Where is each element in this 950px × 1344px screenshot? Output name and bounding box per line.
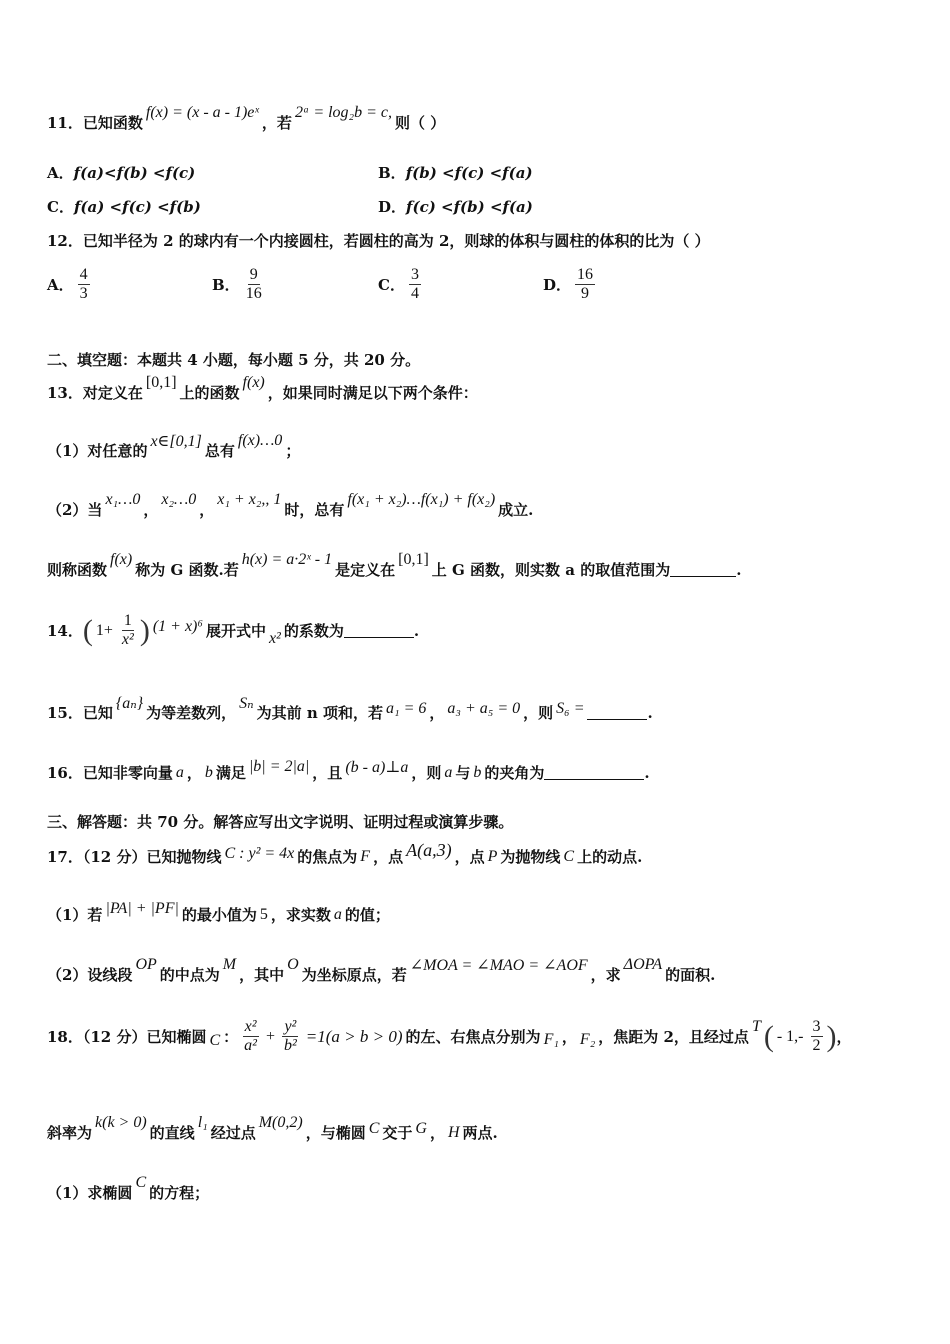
q17-part-1 (47, 899, 390, 925)
fraction (242, 1018, 259, 1055)
math: a (444, 763, 453, 781)
text: 则称函数 (47, 561, 108, 579)
math: x₁…0 (105, 490, 141, 508)
text: 时，总有 (284, 501, 345, 519)
answer-blank[interactable] (670, 562, 736, 577)
text: 上的函数 (179, 384, 240, 402)
text: 16．已知非零向量 (47, 764, 173, 782)
text: ， (429, 1124, 445, 1142)
numerator: y² (284, 1018, 297, 1035)
math: x² (268, 629, 281, 647)
fraction (244, 266, 264, 303)
math: x₁ + x₂,, 1 (217, 490, 282, 508)
q12-option-b[interactable] (212, 266, 268, 303)
text: （1）求椭圆 (47, 1184, 133, 1202)
interval: [0,1] (398, 550, 429, 568)
q11-condition: 2ᵃ = log₂b = c, (294, 103, 393, 121)
denominator: 16 (245, 285, 262, 302)
math: T (751, 1017, 761, 1035)
option-label: C． (47, 198, 74, 216)
math: A(a,3) (406, 840, 452, 860)
q11-option-a[interactable] (47, 162, 195, 183)
q13-condition-1 (47, 431, 301, 461)
text: ，其中 (239, 966, 285, 984)
text: 上的动点. (577, 848, 643, 866)
math: - 1,- (776, 1027, 804, 1045)
text: . (644, 763, 650, 782)
math: a₁ = 6 (386, 699, 427, 717)
math: |PA| + |PF| (105, 899, 179, 917)
text: 的面积. (665, 966, 716, 984)
math: G (415, 1119, 427, 1137)
math: {aₙ} (115, 694, 144, 712)
question-number: 14． (47, 622, 83, 640)
numerator: x² (244, 1018, 257, 1035)
text: 17．（12 分）已知抛物线 (47, 848, 222, 866)
answer-blank[interactable] (587, 705, 647, 720)
section-3-heading: 三、解答题：共 70 分。解答应写出文字说明、证明过程或演算步骤。 (47, 813, 514, 831)
answer-blank[interactable] (344, 623, 414, 638)
math: P (487, 847, 498, 865)
fraction (409, 266, 421, 303)
text: ，求 (590, 966, 621, 984)
math: a₃ + a₅ = 0 (447, 699, 521, 717)
denominator: b² (284, 1037, 297, 1054)
option-label: A． (47, 276, 74, 294)
math: a (333, 905, 342, 923)
q11-post: 则（ ） (395, 114, 446, 132)
math: OP (135, 955, 157, 973)
text: 13．对定义在 (47, 384, 143, 402)
q12-option-a[interactable] (47, 266, 94, 303)
math: F₁ (543, 1030, 559, 1048)
fraction (811, 1018, 823, 1055)
text: 的直线 (149, 1124, 195, 1142)
q11-mid: ，若 (261, 114, 292, 132)
option-label: D． (378, 198, 407, 216)
text: ， (186, 764, 202, 782)
numerator: 4 (79, 266, 88, 283)
text: 的值； (344, 906, 390, 924)
option-label: D． (543, 276, 572, 294)
fraction (575, 266, 595, 303)
option-text: f(b) <f(c) <f(a) (405, 163, 533, 182)
text: 为其前 n 项和，若 (256, 704, 384, 722)
q18-stem (47, 1018, 852, 1055)
math: C : y² = 4x (224, 844, 295, 862)
text: 成立. (498, 501, 534, 519)
fraction (282, 1018, 299, 1055)
denominator: 2 (812, 1037, 821, 1054)
math: f(x) (110, 550, 133, 568)
text: 为坐标原点，若 (301, 966, 407, 984)
q11-function: f(x) = (x - a - 1)eˣ (145, 103, 259, 121)
math: f(x)…0 (237, 431, 283, 449)
math: C (563, 847, 575, 865)
math: |b| = 2|a| (248, 757, 310, 775)
option-text: f(c) <f(b) <f(a) (406, 197, 533, 216)
option-label: B． (212, 276, 240, 294)
text: 两点. (462, 1124, 498, 1142)
math: O (287, 955, 299, 973)
text: ： (223, 1028, 239, 1046)
math: a (175, 763, 184, 781)
text: ， (836, 1028, 852, 1046)
text: 称为 G 函数.若 (135, 561, 239, 579)
text: 满足 (215, 764, 246, 782)
interval: [0,1] (145, 373, 177, 391)
text: ，焦距为 2，且经过点 (598, 1028, 749, 1046)
math: S₆ = (556, 699, 585, 717)
text: ； (285, 442, 301, 460)
text: ， (561, 1028, 577, 1046)
text: 斜率为 (47, 1124, 93, 1142)
q11-pre: 已知函数 (82, 114, 143, 132)
denominator: 3 (79, 285, 88, 302)
q12-option-d[interactable] (543, 266, 599, 303)
text: 的系数为 (283, 622, 344, 640)
right-paren: ) (139, 613, 150, 647)
denominator: 9 (581, 285, 590, 302)
math: f(x) (242, 373, 265, 391)
text: 与 (455, 764, 471, 782)
math: (1 + x)⁶ (152, 617, 203, 635)
text: ，点 (373, 848, 404, 866)
text: （2）当 (47, 501, 103, 519)
text: 为等差数列， (146, 704, 237, 722)
math: b (204, 763, 213, 781)
denominator: a² (244, 1037, 257, 1054)
fraction (120, 612, 136, 649)
q16-stem (47, 757, 650, 783)
math: f(x₁ + x₂)…f(x₁) + f(x₂) (347, 490, 496, 508)
numerator: 16 (577, 266, 594, 283)
numerator: 9 (249, 266, 258, 283)
text: . (647, 703, 653, 722)
math: x∈[0,1] (150, 432, 202, 450)
q13-definition (47, 550, 742, 580)
math: ΔOPA (623, 955, 663, 973)
text: 经过点 (210, 1124, 256, 1142)
left-paren: ( (763, 1019, 774, 1053)
text: 的最小值为 (181, 906, 257, 924)
q11-number: 11． (47, 114, 83, 132)
text: ， (143, 501, 159, 519)
section-2-heading: 二、填空题：本题共 4 小题，每小题 5 分，共 20 分。 (47, 351, 421, 369)
text: 的夹角为 (484, 764, 545, 782)
text: （1）若 (47, 906, 103, 924)
right-paren: ) (826, 1019, 837, 1053)
numerator: 3 (812, 1018, 821, 1035)
math: h(x) = a·2ˣ - 1 (241, 550, 333, 568)
q18-part-1 (47, 1173, 210, 1203)
text: 的焦点为 (297, 848, 358, 866)
text: ，如果同时满足以下两个条件： (267, 384, 478, 402)
text: （2）设线段 (47, 966, 133, 984)
q12-option-c[interactable] (378, 266, 425, 303)
math: ∠MOA = ∠MAO = ∠AOF (409, 956, 588, 974)
text: 上 G 函数，则实数 a 的取值范围为 (431, 561, 671, 579)
q13-condition-2 (47, 490, 534, 520)
text: 为抛物线 (500, 848, 561, 866)
q11-option-d[interactable] (378, 196, 533, 217)
denominator: 4 (410, 285, 419, 302)
math: C (135, 1173, 147, 1191)
math: l₁ (197, 1113, 208, 1131)
text: 的左、右焦点分别为 (405, 1028, 541, 1046)
math: F (360, 847, 371, 865)
fraction (78, 266, 90, 303)
q14-stem (47, 612, 419, 649)
text: ，与椭圆 (305, 1124, 366, 1142)
text: 交于 (382, 1124, 413, 1142)
math: C (368, 1119, 380, 1137)
numerator: 3 (410, 266, 419, 283)
text: ， (429, 704, 445, 722)
text: ，则 (411, 764, 442, 782)
q11-option-b[interactable] (378, 162, 533, 183)
math: M(0,2) (258, 1113, 303, 1131)
text: ，且 (312, 764, 343, 782)
answer-blank[interactable] (544, 765, 644, 780)
numerator: 1 (123, 612, 132, 629)
text: 18．（12 分）已知椭圆 (47, 1028, 207, 1046)
math: k(k > 0) (95, 1113, 147, 1131)
q17-part-2 (47, 955, 716, 985)
math: + (265, 1027, 275, 1045)
math: H (447, 1123, 460, 1141)
text: ，求实数 (270, 906, 331, 924)
option-text: f(a) <f(c) <f(b) (73, 197, 201, 216)
q18-line-2 (47, 1113, 498, 1143)
denominator: x² (121, 631, 134, 648)
text: 展开式中 (205, 622, 266, 640)
text: （1）对任意的 (47, 442, 148, 460)
option-text: f(a)<f(b) <f(c) (73, 163, 196, 182)
text: 15．已知 (47, 704, 113, 722)
text: ，点 (454, 848, 485, 866)
math: F₂ (579, 1030, 596, 1048)
text: . (736, 560, 742, 579)
text: ， (199, 501, 215, 519)
math: 5 (259, 905, 268, 923)
text: 的中点为 (159, 966, 220, 984)
math: Sₙ (239, 694, 254, 712)
option-label: B． (378, 164, 406, 182)
text: 的方程； (149, 1184, 210, 1202)
math: =1(a > b > 0) (305, 1026, 403, 1046)
q11-option-c[interactable] (47, 196, 201, 217)
q15-stem (47, 694, 653, 723)
q11-stem (47, 103, 446, 133)
left-paren: ( (82, 613, 93, 647)
text: . (413, 621, 420, 640)
math: (b - a)⊥a (345, 758, 409, 776)
q13-stem (47, 373, 478, 403)
q12-stem: 12．已知半径为 2 的球内有一个内接圆柱，若圆柱的高为 2，则球的体积与圆柱的体积的比为（ ） (47, 232, 710, 250)
math: M (222, 955, 237, 973)
math: C (209, 1031, 221, 1049)
math: x₂…0 (161, 490, 197, 508)
option-label: C． (378, 276, 405, 294)
text: 总有 (204, 442, 235, 460)
option-label: A． (47, 164, 74, 182)
q17-stem (47, 840, 643, 867)
text: 是定义在 (335, 561, 396, 579)
math: b (473, 763, 482, 781)
text: ，则 (523, 704, 554, 722)
math: 1+ (95, 621, 113, 639)
